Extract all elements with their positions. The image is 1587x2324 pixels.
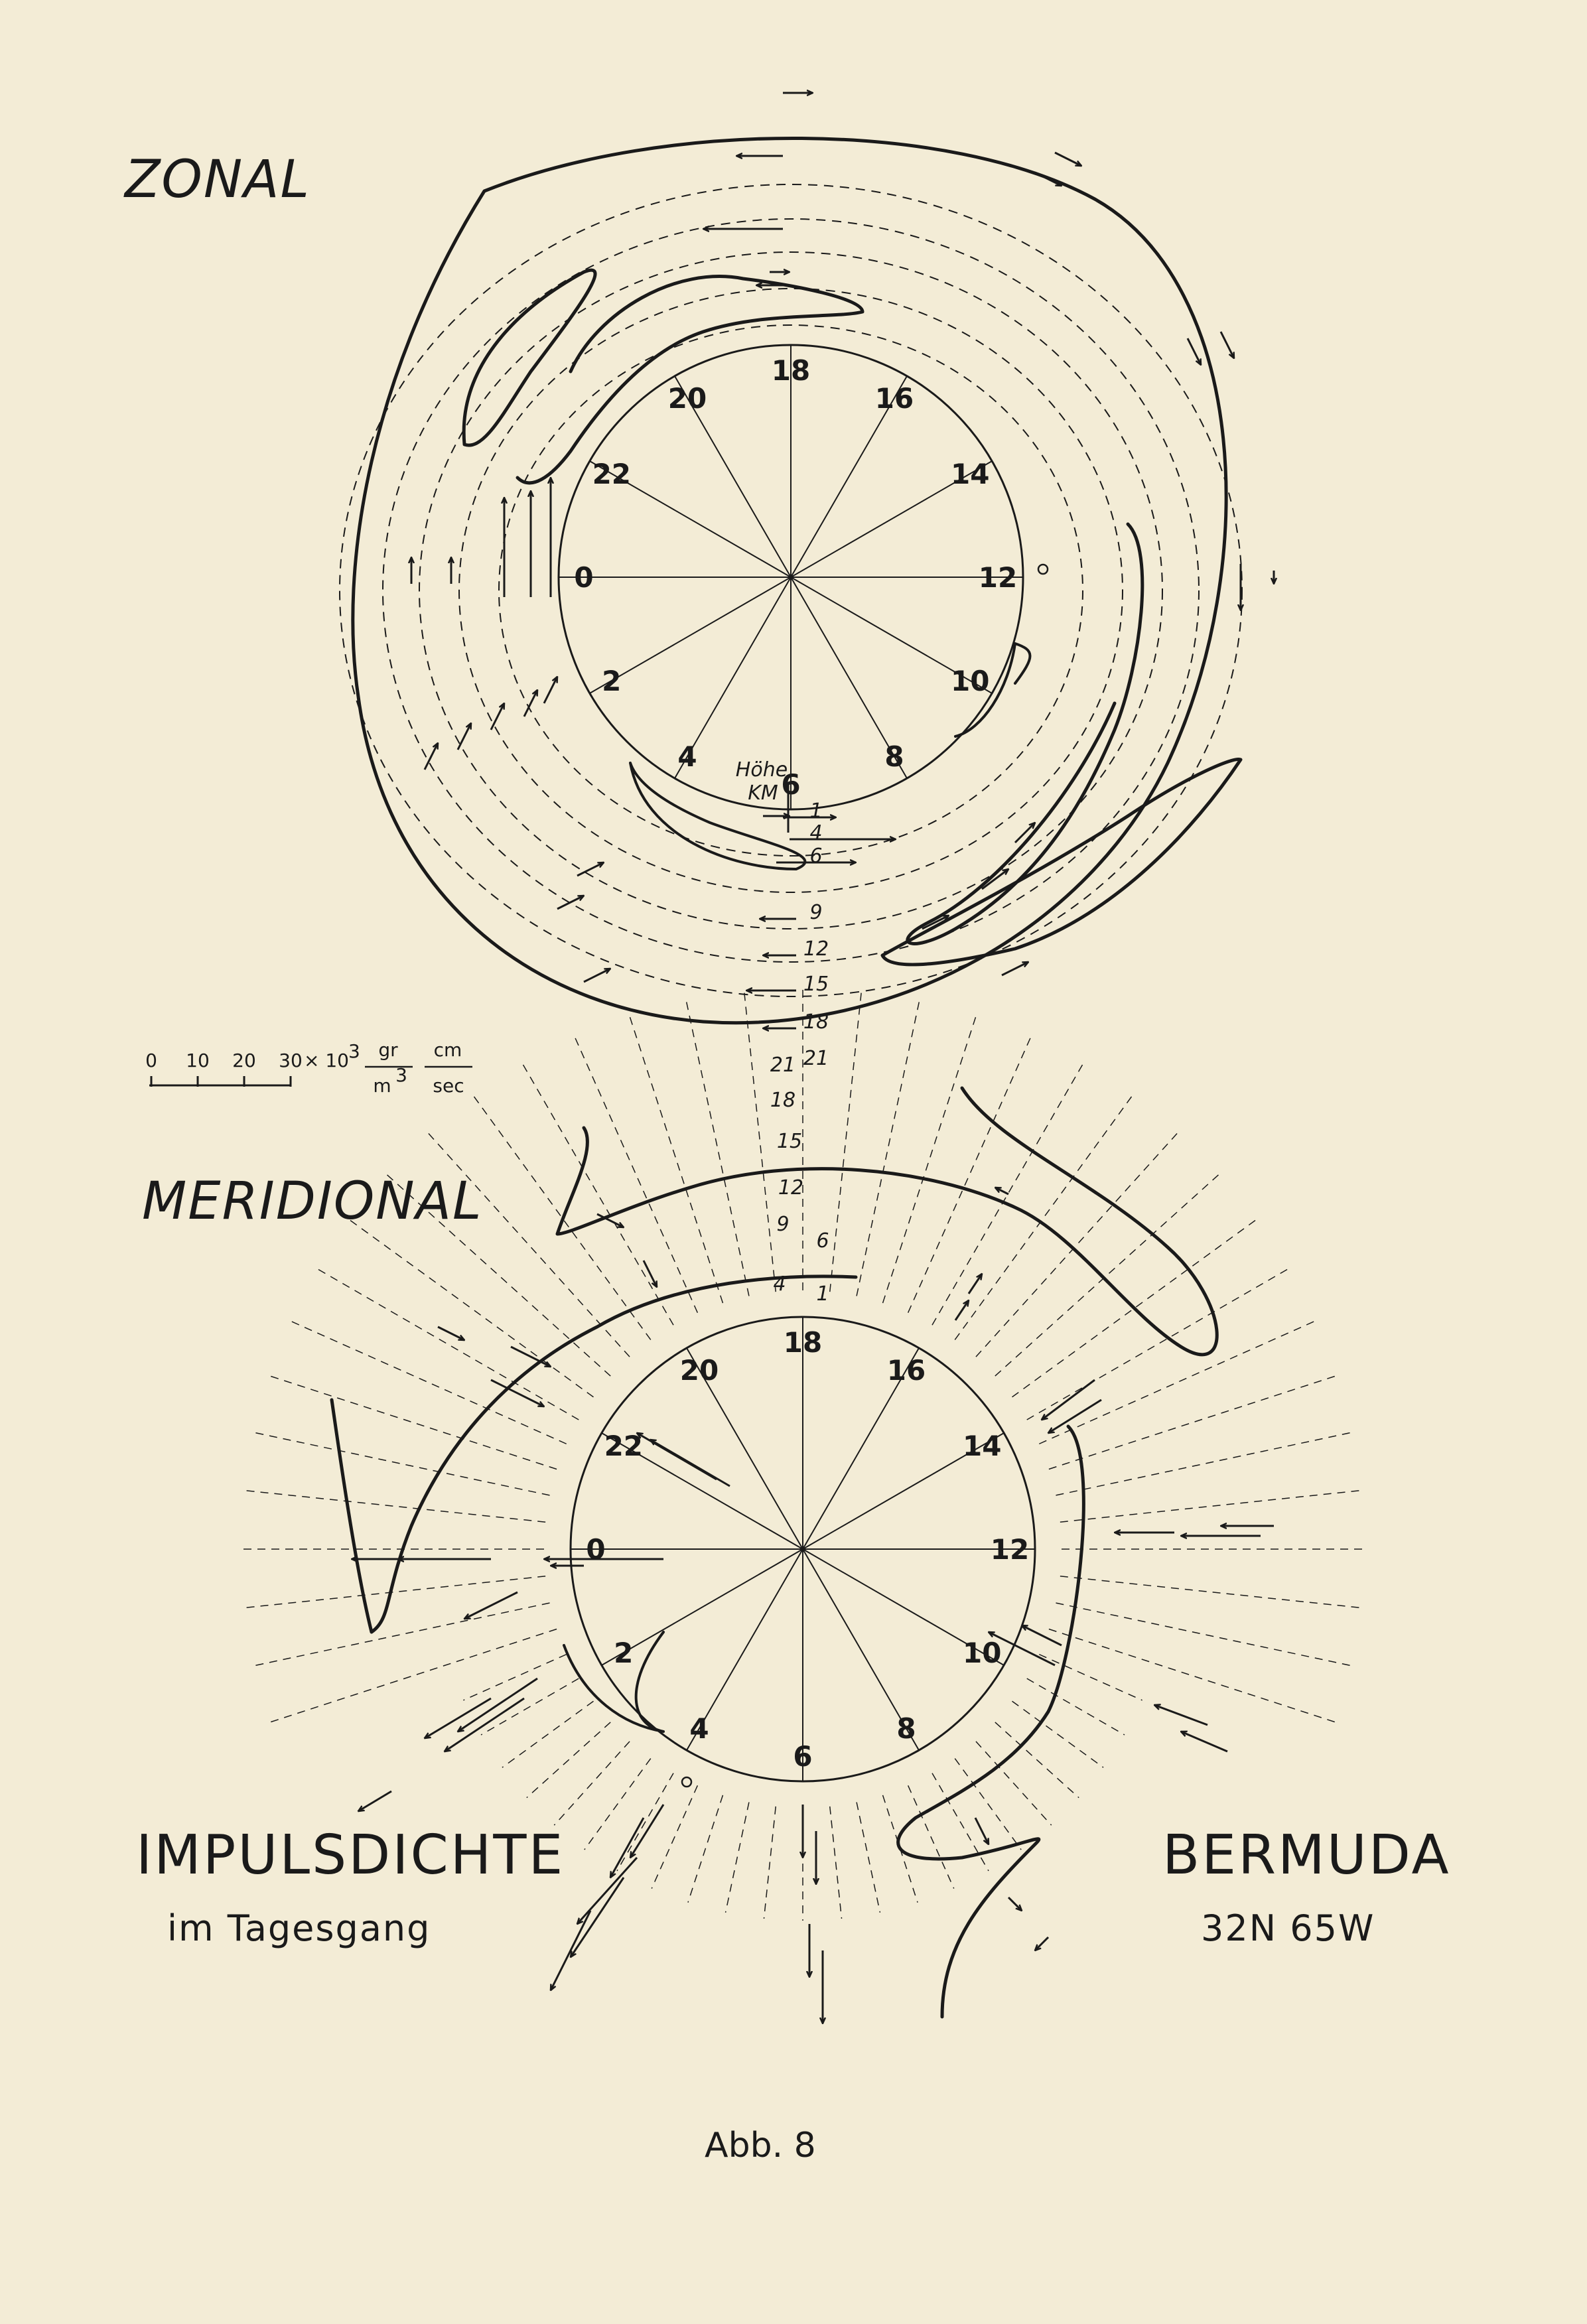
zonal-height-label: 12 [803, 937, 829, 961]
meridional-hatch [573, 1034, 697, 1312]
meridional-hour-14: 14 [962, 1430, 1002, 1462]
wind-arrow [544, 677, 557, 703]
zonal-hour-10: 10 [950, 665, 990, 697]
meridional-height-label: 12 [778, 1176, 804, 1199]
zonal-lobe-contour [464, 270, 595, 445]
zonal-hour-20: 20 [667, 381, 707, 415]
meridional-hatch [287, 1320, 566, 1444]
zonal-inner-contour [518, 277, 862, 483]
meridional-hatch [502, 1701, 594, 1767]
meridional-hatch [652, 1785, 697, 1888]
meridional-height-label: 15 [776, 1130, 803, 1153]
meridional-hour-20: 20 [679, 1353, 719, 1387]
meridional-hour-2: 2 [614, 1637, 634, 1669]
meridional-height-label: 9 [776, 1213, 790, 1236]
meridional-hatch [1049, 1375, 1339, 1469]
caption-subtitle: im Tagesgang [167, 1907, 431, 1949]
wind-arrow [1055, 153, 1081, 166]
scale-factor: × 10 [304, 1050, 349, 1071]
meridional-hour-16: 16 [886, 1353, 926, 1387]
meridional-hatch [1039, 1320, 1318, 1444]
meridional-hatch [585, 1759, 651, 1850]
wind-arrow [458, 723, 471, 750]
wind-arrow [464, 1592, 518, 1619]
meridional-hatch [251, 1603, 550, 1667]
zonal-height-label: 15 [803, 973, 829, 996]
zonal-hour-18: 18 [771, 354, 811, 387]
wind-arrow [577, 1858, 637, 1924]
scale-unit-gr: gr [378, 1039, 398, 1061]
meridional-hour-12: 12 [990, 1533, 1030, 1566]
meridional-hatch [1027, 1678, 1125, 1735]
meridional-hatch [688, 1795, 723, 1903]
wind-arrow [1048, 1400, 1101, 1433]
station-coords: 32N 65W [1201, 1907, 1375, 1949]
zonal-hour-6: 6 [781, 768, 801, 801]
scale-exponent: 3 [348, 1040, 360, 1062]
zonal-height-header: Höhe [735, 758, 788, 782]
zonal-title: ZONAL [125, 150, 310, 210]
meridional-hatch [267, 1375, 557, 1469]
wind-arrow [577, 862, 604, 876]
meridional-hour-18: 18 [783, 1326, 823, 1359]
meridional-hatch [251, 1432, 550, 1495]
figure-number: Abb. 8 [705, 2126, 816, 2165]
scale-tick-label: 20 [232, 1050, 256, 1071]
wind-arrow [1008, 1897, 1022, 1911]
wind-arrow [1181, 1732, 1227, 1751]
scale-unit-exp: 3 [395, 1064, 407, 1086]
wind-arrow [1035, 1937, 1048, 1950]
wind-arrow [551, 1911, 590, 1990]
wind-arrow [445, 1698, 524, 1751]
zonal-diagram [340, 93, 1274, 1070]
meridional-title: MERIDIONAL [142, 1172, 483, 1231]
zonal-hour-14: 14 [950, 458, 990, 490]
meridional-hatch [1060, 1490, 1363, 1522]
meridional-hatch [267, 1629, 557, 1724]
wind-arrow [1154, 1705, 1208, 1725]
meridional-hatch [1049, 1629, 1339, 1724]
meridional-hour-6: 6 [793, 1740, 813, 1773]
meridional-hatch [857, 998, 920, 1296]
wind-arrow [1188, 338, 1201, 365]
meridional-hatch [554, 1742, 630, 1825]
meridional-hour-8: 8 [896, 1712, 916, 1745]
meridional-hatch [242, 1490, 545, 1522]
meridional-height-label: 4 [773, 1272, 786, 1296]
meridional-hatch [628, 1013, 723, 1303]
meridional-height-label: 18 [770, 1089, 796, 1112]
zonal-hour-8: 8 [884, 740, 904, 774]
scale-unit-sec: sec [433, 1075, 464, 1097]
meridional-hatch [883, 1013, 977, 1303]
wind-arrow [1042, 1380, 1095, 1420]
meridional-height-label: 1 [816, 1282, 829, 1306]
meridional-hatch [857, 1802, 880, 1912]
meridional-hour-10: 10 [962, 1637, 1002, 1669]
caption-title: IMPULSDICHTE [136, 1824, 565, 1887]
meridional-hatch [527, 1722, 610, 1798]
wind-arrow [995, 1188, 1008, 1194]
zonal-hour-4: 4 [677, 740, 697, 774]
wind-arrow [571, 1878, 624, 1957]
zonal-height-label: 9 [809, 901, 823, 924]
zonal-height-label: 4 [809, 821, 823, 845]
wind-arrow [969, 1274, 982, 1294]
wind-arrow [458, 1678, 537, 1732]
zonal-height-label: 18 [803, 1010, 829, 1034]
zonal-hour-12: 12 [978, 561, 1018, 594]
wind-arrow [524, 690, 537, 717]
meridional-height-label: 21 [770, 1054, 796, 1077]
wind-arrow [1221, 332, 1234, 358]
meridional-hatch [685, 998, 749, 1296]
meridional-hatch [1056, 1432, 1354, 1495]
meridional-hatch [764, 1807, 776, 1919]
scale-tick-label: 10 [186, 1050, 210, 1071]
wind-arrow [584, 969, 610, 982]
wind-arrow [644, 1261, 657, 1287]
meridional-hatch [425, 1130, 630, 1357]
meridional-hatch [908, 1034, 1032, 1312]
scale-unit-m: m [373, 1075, 391, 1097]
meridional-hatch [1060, 1576, 1363, 1608]
scale-unit-cm: cm [433, 1039, 462, 1061]
wind-arrow [358, 1791, 391, 1811]
station-name: BERMUDA [1162, 1824, 1451, 1887]
meridional-hatch [830, 1807, 842, 1919]
meridional-height-label: 6 [816, 1229, 829, 1253]
wind-arrow [557, 896, 584, 909]
meridional-hour-22: 22 [604, 1430, 644, 1462]
zonal-height-label: 21 [803, 1047, 829, 1070]
zonal-hour-0: 0 [574, 561, 594, 594]
wind-arrow [425, 1698, 491, 1738]
wind-arrow [1002, 962, 1028, 975]
wind-arrow [955, 1300, 969, 1320]
zonal-height-label: 6 [809, 845, 823, 868]
scale-bar [145, 1039, 472, 1097]
zonal-hour-16: 16 [874, 381, 914, 415]
meridional-hatch [744, 989, 776, 1292]
zonal-lobe-contour [882, 759, 1241, 964]
wind-arrow [1035, 172, 1062, 186]
meridional-hour-0: 0 [586, 1533, 606, 1566]
zonal-hour-22: 22 [592, 458, 632, 490]
wind-arrow [975, 1818, 989, 1844]
meridional-hatch [617, 1773, 673, 1871]
zonal-lobe-contour [908, 524, 1142, 943]
wind-arrow [438, 1327, 464, 1340]
meridional-hour-4: 4 [689, 1712, 709, 1745]
scale-tick-label: 30 [279, 1050, 303, 1071]
station-marker-icon [1038, 565, 1048, 574]
zonal-hour-2: 2 [602, 665, 622, 697]
meridional-hatch [830, 989, 862, 1292]
scale-tick-label: 0 [145, 1050, 157, 1071]
meridional-hatch [726, 1802, 749, 1912]
zonal-height-unit: KM [748, 782, 778, 805]
meridional-hatch [1012, 1701, 1104, 1767]
meridional-hatch [1056, 1603, 1354, 1667]
wind-arrow [491, 703, 504, 730]
zonal-height-label: 1 [809, 799, 823, 823]
